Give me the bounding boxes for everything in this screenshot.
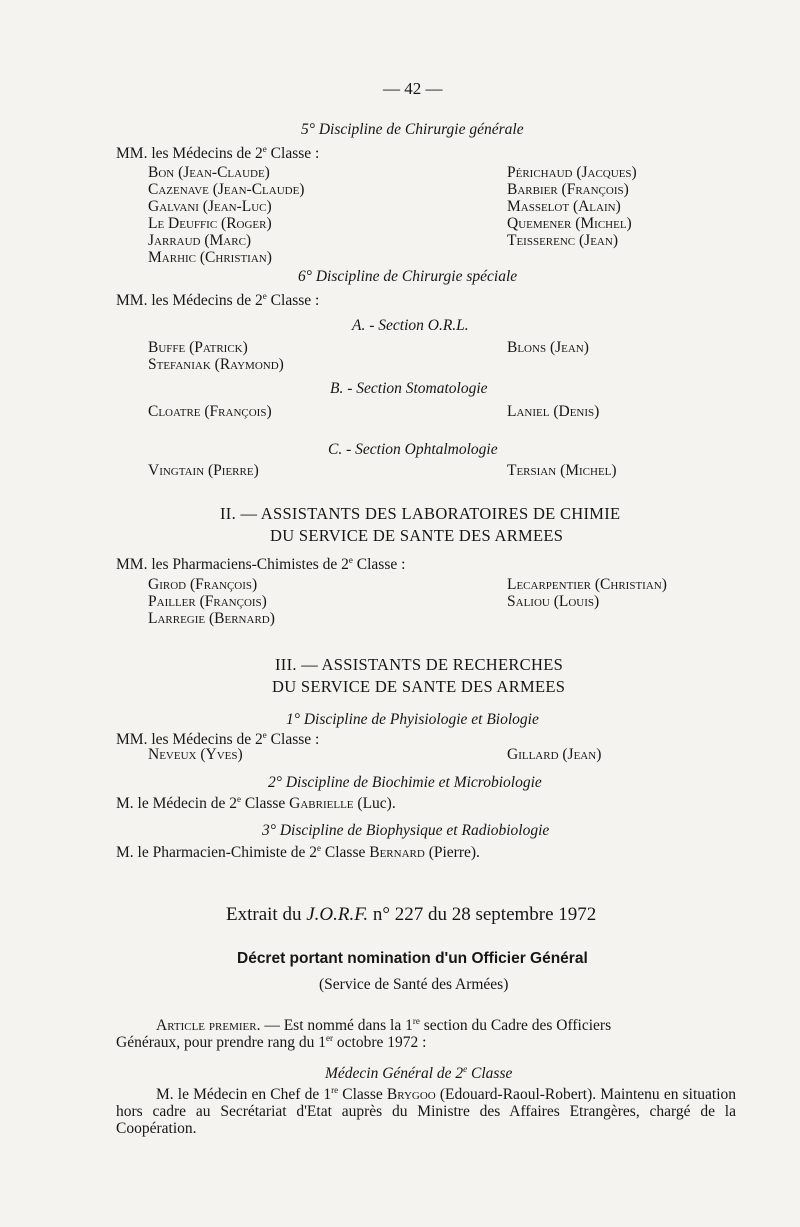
section-5-right-list [507, 164, 637, 249]
list-item: Bon (Jean-Claude) [148, 164, 270, 181]
rank-title: Médecin Général de 2e Classe [325, 1064, 513, 1082]
section-a-right-list [507, 339, 589, 356]
section-iii-title-line1: III. — ASSISTANTS DE RECHERCHES [275, 655, 564, 674]
person-name: Bernard [369, 844, 425, 861]
section-b-left-list [148, 403, 272, 420]
section-c-right-list [507, 462, 617, 479]
discipline-2-title: 2° Discipline de Biochimie et Microbiologie [268, 774, 542, 791]
list-item: Cazenave (Jean-Claude) [148, 181, 305, 198]
section-6-title: 6° Discipline de Chirurgie spéciale [298, 268, 518, 285]
section-ii-right-list [507, 576, 667, 610]
section-c-left-list [148, 462, 259, 479]
extrait-heading: Extrait du J.O.R.F. n° 227 du 28 septembre 1972 [226, 904, 597, 925]
list-item: Vingtain (Pierre) [148, 462, 259, 479]
list-item: Barbier (François) [507, 181, 629, 198]
person-name: Brygoo [386, 1086, 436, 1103]
article-label: Article premier. [156, 1017, 261, 1034]
decree-service: (Service de Santé des Armées) [319, 976, 509, 993]
list-item: Lecarpentier (Christian) [507, 576, 667, 593]
section-5-left-list [148, 164, 304, 266]
list-item: Girod (François) [148, 576, 258, 593]
section-ii-intro: MM. les Pharmaciens-Chimistes de 2e Classe : [116, 555, 406, 573]
section-c-title: C. - Section Ophtalmologie [328, 441, 498, 458]
page-number: — 42 — [383, 79, 443, 98]
list-item: Larregie (Bernard) [148, 610, 275, 627]
list-item: Teisserenc (Jean) [507, 232, 618, 249]
section-b-right-list [507, 403, 599, 420]
list-item: Périchaud (Jacques) [507, 164, 637, 181]
decree-paragraph: M. le Médecin en Chef de 1re Classe Brygoo (Edouard-Raoul-Robert). Maintenu en situation hors cadre au Secrétariat d'Etat auprès du Ministre des Affaires Etrangères, chargé de la Coopération. [116, 1085, 737, 1137]
section-ii-title-line2: DU SERVICE DE SANTE DES ARMEES [270, 526, 564, 545]
list-item: Tersian (Michel) [507, 462, 617, 479]
discipline-2-line: M. le Médecin de 2e Classe Gabrielle (Luc). [116, 794, 396, 812]
section-ii-title-line1: II. — ASSISTANTS DES LABORATOIRES DE CHIMIE [220, 504, 621, 523]
discipline-1-right-name: Gillard (Jean) [507, 746, 602, 763]
discipline-1-title: 1° Discipline de Phyisiologie et Biologie [286, 711, 539, 728]
discipline-3-line: M. le Pharmacien-Chimiste de 2e Classe Bernard (Pierre). [116, 843, 480, 861]
discipline-1-intro: MM. les Médecins de 2e Classe : [116, 730, 320, 748]
article-line-1: Article premier. — Est nommé dans la 1re section du Cadre des Officiers [156, 1016, 612, 1034]
person-name: Gabrielle [289, 795, 354, 812]
section-ii-left-list [148, 576, 275, 627]
section-iii-title-line2: DU SERVICE DE SANTE DES ARMEES [272, 677, 566, 696]
discipline-1-left-name: Neveux (Yves) [148, 746, 243, 763]
section-a-title: A. - Section O.R.L. [352, 317, 469, 334]
list-item: Marhic (Christian) [148, 249, 272, 266]
list-item: Pailler (François) [148, 593, 267, 610]
discipline-3-title: 3° Discipline de Biophysique et Radiobiologie [262, 822, 550, 839]
list-item: Cloatre (François) [148, 403, 272, 420]
section-b-title: B. - Section Stomatologie [330, 380, 488, 397]
list-item: Masselot (Alain) [507, 198, 621, 215]
list-item: Blons (Jean) [507, 339, 589, 356]
section-a-left-list [148, 339, 284, 373]
list-item: Saliou (Louis) [507, 593, 600, 610]
section-5-intro: MM. les Médecins de 2e Classe : [116, 144, 320, 162]
section-6-intro: MM. les Médecins de 2e Classe : [116, 291, 320, 309]
list-item: Laniel (Denis) [507, 403, 600, 420]
list-item: Buffe (Patrick) [148, 339, 248, 356]
list-item: Jarraud (Marc) [148, 232, 252, 249]
list-item: Stefaniak (Raymond) [148, 356, 284, 373]
decree-title: Décret portant nomination d'un Officier Général [237, 950, 588, 967]
section-5-title: 5° Discipline de Chirurgie générale [301, 121, 524, 138]
list-item: Quemener (Michel) [507, 215, 632, 232]
article-line-2: Généraux, pour prendre rang du 1er octobre 1972 : [116, 1033, 427, 1051]
list-item: Le Deuffic (Roger) [148, 215, 272, 232]
list-item: Galvani (Jean-Luc) [148, 198, 272, 215]
